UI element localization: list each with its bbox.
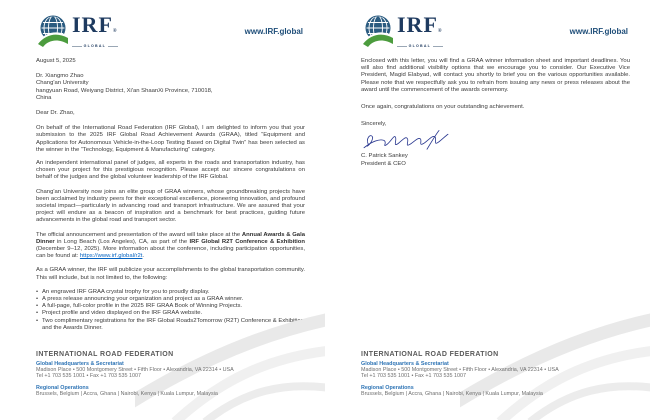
salutation: Dear Dr. Zhao,	[36, 110, 75, 117]
footer-hq-address: Madison Place • 500 Montgomery Street • Fifth Floor • Alexandria, VA 22314 • USA	[361, 366, 559, 373]
footer-regional-label: Regional Operations	[36, 385, 89, 392]
footer-regional-list: Brussels, Belgium | Accra, Ghana | Nairobi, Kenya | Kuala Lumpur, Malaysia	[36, 391, 218, 398]
footer-org-name: INTERNATIONAL ROAD FEDERATION	[36, 351, 174, 358]
footer-hq-label: Global Headquarters & Secretariat	[361, 360, 449, 367]
footer-hq-phone: Tel +1 703 535 1001 • Fax +1 703 535 1007	[361, 373, 466, 380]
footer-hq-phone: Tel +1 703 535 1001 • Fax +1 703 535 1007	[36, 373, 141, 380]
bullet-icon: •	[36, 296, 39, 303]
footer-hq-address: Madison Place • 500 Montgomery Street • Fifth Floor • Alexandria, VA 22314 • USA	[36, 366, 234, 373]
footer-org-name: INTERNATIONAL ROAD FEDERATION	[361, 351, 499, 358]
bullet-icon: •	[36, 310, 39, 317]
signature-block	[361, 128, 630, 167]
event-name-bold: Annual Awards & Gala Dinner	[36, 231, 305, 245]
list-item: • A full-page, full-color profile in the 2025 IRF GRAA Book of Winning Projects.	[36, 303, 243, 310]
recipient-country: China	[36, 94, 52, 101]
paragraph-congratulations: Once again, congratulations on your outstanding achievement.	[361, 104, 525, 111]
irf-brand-text: IRF®	[72, 12, 118, 37]
footer-regional-label: Regional Operations	[361, 385, 414, 392]
website-url: www.IRF.global	[569, 27, 628, 36]
paragraph-judges: An independent international panel of judges, all experts in the roads and transportation industry, has chosen your project for this prestigious recognition. Please accept our sincere congratulations on behalf of the judges and the global volunteer leadership of the IRF Global.	[36, 160, 305, 181]
recipient-address	[36, 73, 305, 102]
r2t-conference-link[interactable]: https://www.irf.global/r2t	[79, 253, 143, 260]
irf-letterhead	[363, 14, 443, 48]
letter-page-2	[325, 0, 650, 420]
irf-wordmark	[397, 14, 443, 48]
irf-global-subtext: GLOBAL	[397, 44, 443, 48]
letter-body-page-1	[36, 58, 305, 332]
paragraph-enclosures: Enclosed with this letter, you will find a GRAA winner information sheet and important deadlines. You will also find additional visibility options that we encourage you to consider. Our Executive Vice President, Magid Elabyad, will contact you shortly to brief you on the various opportunities available. Please note that we respectfully ask you to refrain from issuing any news or press releases about the award until the commencement of the awards ceremony.	[361, 58, 630, 93]
registered-mark: ®	[112, 29, 118, 34]
list-item: • Project profile and video displayed on the IRF GRAA website.	[36, 310, 203, 317]
footer-hq-label: Global Headquarters & Secretariat	[36, 360, 124, 367]
signature-icon	[361, 128, 451, 154]
paragraph-publicity: As a GRAA winner, the IRF will publicize your accomplishments to the global transportation community. This will include, but is not limited to, the following:	[36, 267, 305, 281]
letter-date: August 5, 2025	[36, 58, 76, 64]
recipient-name: Dr. Xiangmo Zhao	[36, 73, 84, 80]
footer-page-1	[36, 351, 306, 398]
list-item: • Two complimentary registrations for the IRF Global Roads2Tomorrow (R2T) Conference & Exhibition and the Awards Dinner.	[36, 317, 304, 331]
footer-regional-list: Brussels, Belgium | Accra, Ghana | Nairobi, Kenya | Kuala Lumpur, Malaysia	[361, 391, 543, 398]
paragraph-award-notice: On behalf of the International Road Federation (IRF Global), I am delighted to inform you that your submission to the 2025 IRF Global Road Achievement Awards (GRAA), titled “Equipment and Applications for Autonomous Vehicle-in-the-Loop Testing Based on Digital Twin” has been selected as the winner in the “Technology, Equipment & Manufacturing” category.	[36, 125, 305, 153]
signer-title: President & CEO	[361, 160, 406, 167]
registered-mark: ®	[437, 29, 443, 34]
website-url: www.IRF.global	[244, 27, 303, 36]
recipient-street: hangyuan Road, Weiyang District, Xi'an ShaanXi Province, 710018,	[36, 87, 213, 94]
bullet-icon: •	[36, 288, 39, 295]
footer-page-2	[361, 351, 631, 398]
irf-globe-logo-icon	[363, 14, 393, 48]
irf-global-subtext: GLOBAL	[72, 44, 118, 48]
paragraph-elite-group: Chang'an University now joins an elite group of GRAA winners, whose groundbreaking projects have been acclaimed by industry peers for their exceptional excellence, pioneering innovation, and profound societal impact—particularly in advancing road and transport infrastructure. We are assured that your project will endure as a beacon of inspiration and a benchmark for best practices, guiding future advancements in the global road and transport sector.	[36, 188, 305, 224]
paragraph-announcement: The official announcement and presentation of the award will take place at the Annual Awards & Gala Dinner in Long Beach (Los Angeles), CA, as part of the IRF Global R2T Conference & Exhibition (December 9–12, 2025). More information about the conference, including participation opportunities, can be found at: https://www.irf.global/r2t.	[36, 231, 305, 260]
benefits-list	[36, 289, 305, 332]
irf-globe-logo-icon	[38, 14, 68, 48]
irf-wordmark	[72, 14, 118, 48]
irf-letterhead	[38, 14, 118, 48]
list-item: • A press release announcing your organization and project as a GRAA winner.	[36, 296, 244, 303]
irf-brand-text: IRF®	[397, 12, 443, 37]
list-item: • An engraved IRF GRAA crystal trophy for you to proudly display.	[36, 288, 210, 295]
bullet-icon: •	[36, 303, 39, 310]
conference-name-bold: IRF Global R2T Conference & Exhibition	[189, 238, 305, 245]
bullet-icon: •	[36, 317, 39, 324]
signer-name: C. Patrick Sankey	[361, 153, 408, 160]
recipient-org: Chang'an University	[36, 80, 89, 87]
closing: Sincerely,	[361, 121, 387, 128]
letter-body-page-2	[361, 58, 630, 168]
